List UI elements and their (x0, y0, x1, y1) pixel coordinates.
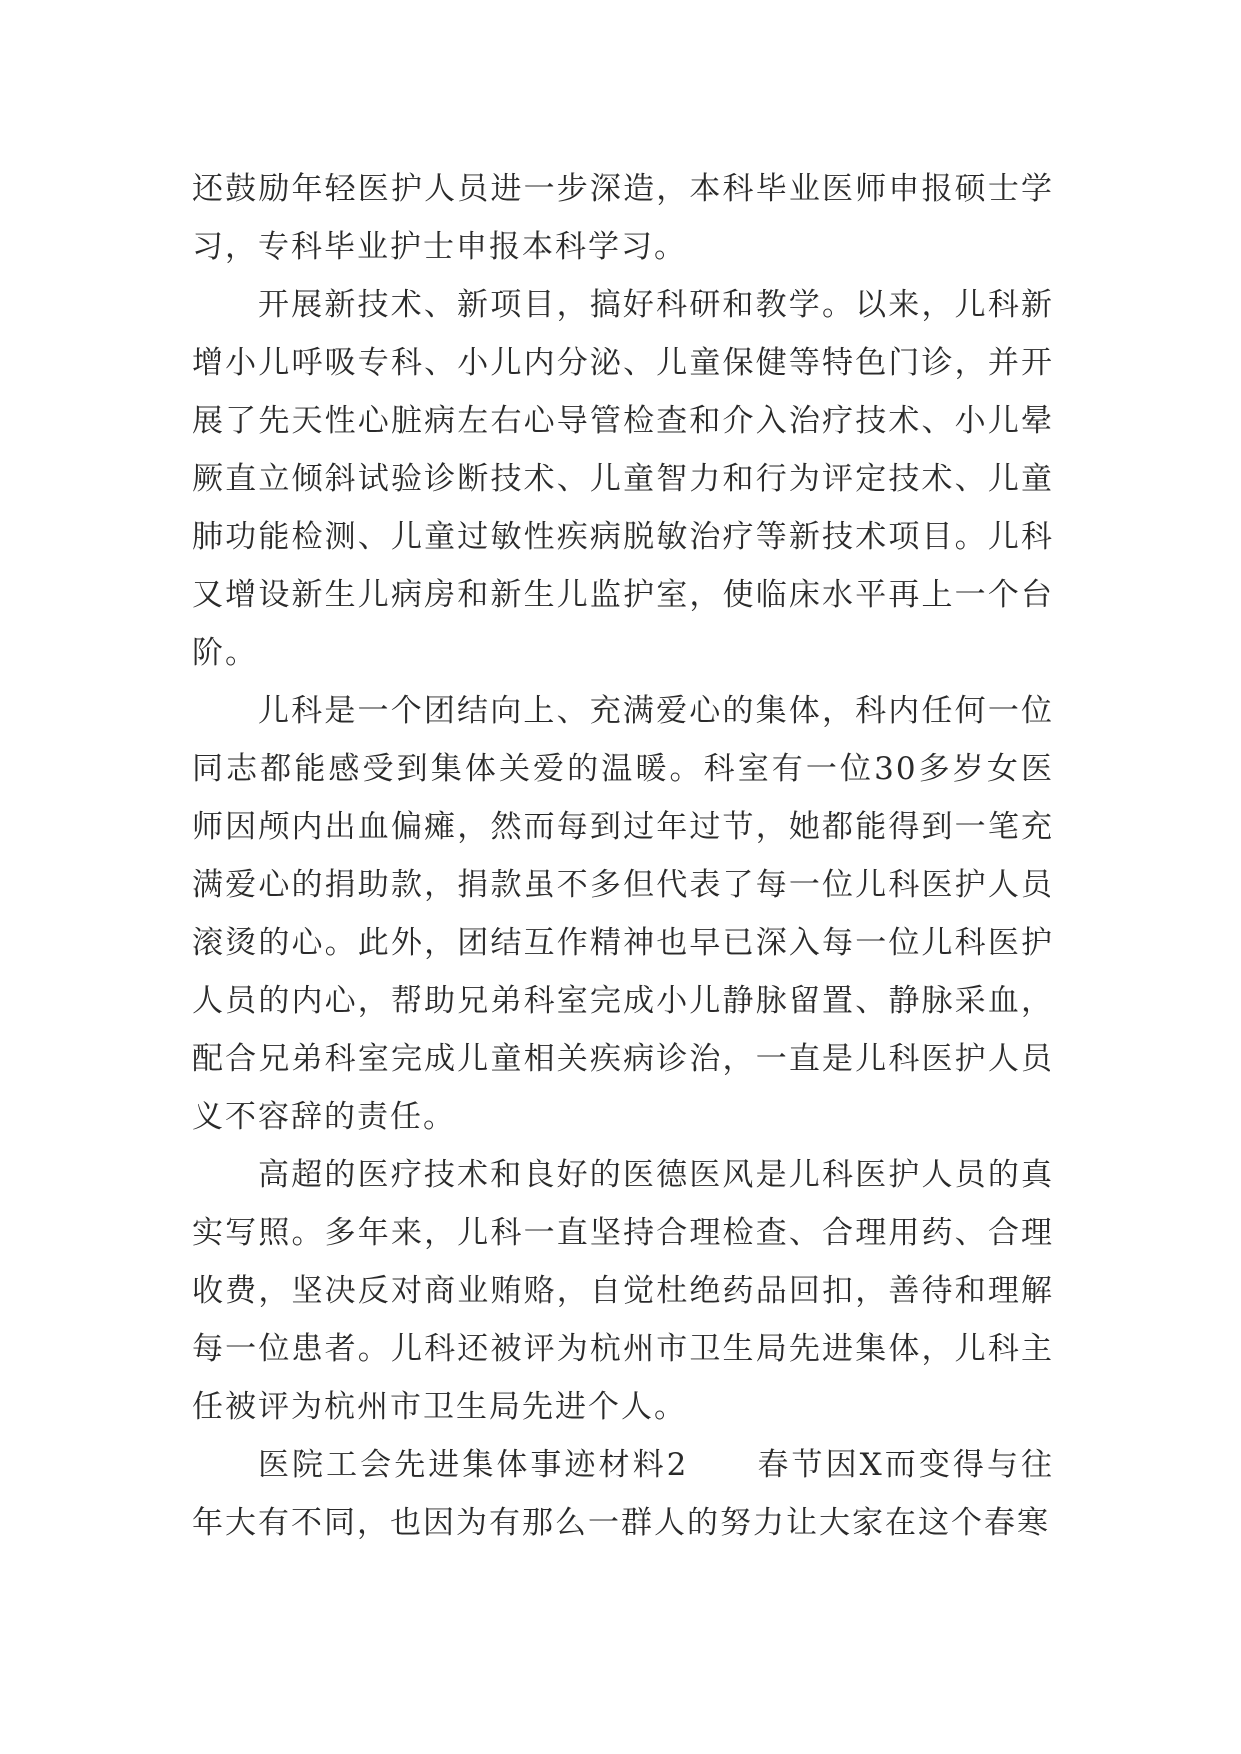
paragraph-continued: 还鼓励年轻医护人员进一步深造，本科毕业医师申报硕士学习，专科毕业护士申报本科学习。 (192, 171, 1054, 265)
paragraph-medical-ethics: 高超的医疗技术和良好的医德医风是儿科医护人员的真实写照。多年来，儿科一直坚持合理检查、合理用药、合理收费，坚决反对商业贿赂，自觉杜绝药品回扣，善待和理解每一位患者。儿科还被评为杭州市卫生局先进集体，儿科主任被评为杭州市卫生局先进个人。 (192, 1157, 1054, 1425)
paragraph-team-unity: 儿科是一个团结向上、充满爱心的集体，科内任何一位同志都能感受到集体关爱的温暖。科室有一位30多岁女医师因颅内出血偏瘫，然而每到过年过节，她都能得到一笔充满爱心的捐助款，捐款虽不多但代表了每一位儿科医护人员滚烫的心。此外，团结互作精神也早已深入每一位儿科医护人员的内心，帮助兄弟科室完成小儿静脉留置、静脉采血，配合兄弟科室完成儿童相关疾病诊治，一直是儿科医护人员义不容辞的责任。 (192, 693, 1054, 1135)
document-body (192, 160, 1054, 1552)
paragraph-next-material: 医院工会先进集体事迹材料2 春节因X而变得与往年大有不同，也因为有那么一群人的努力让大家在这个春寒 (192, 1447, 1054, 1541)
paragraph-new-techniques: 开展新技术、新项目，搞好科研和教学。以来，儿科新增小儿呼吸专科、小儿内分泌、儿童保健等特色门诊，并开展了先天性心脏病左右心导管检查和介入治疗技术、小儿晕厥直立倾斜试验诊断技术、儿童智力和行为评定技术、儿童肺功能检测、儿童过敏性疾病脱敏治疗等新技术项目。儿科又增设新生儿病房和新生儿监护室，使临床水平再上一个台阶。 (192, 287, 1054, 671)
